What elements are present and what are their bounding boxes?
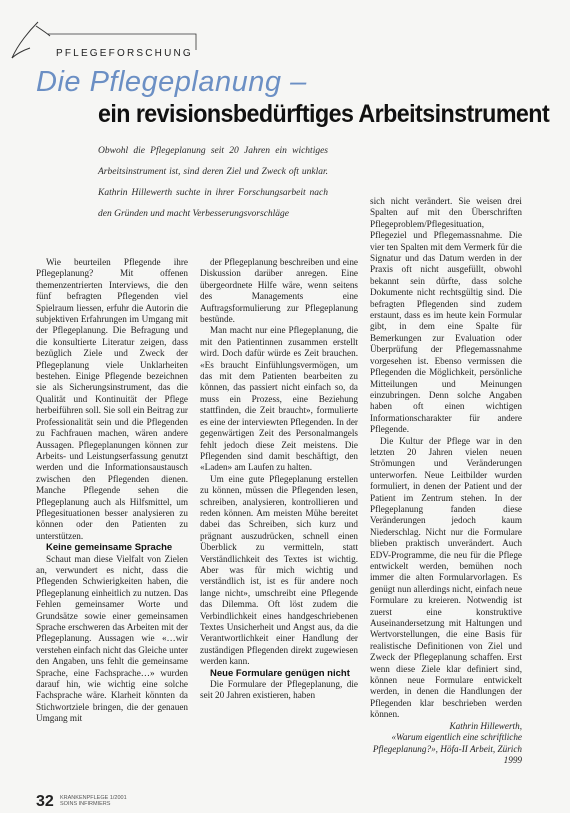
paragraph: Um eine gute Pflegeplanung erstellen zu können, müssen die Pflegenden lesen, schreiben, analysieren, kontrollieren und reden können. Am meisten Mühe bereitet dabei das Schreiben, sich kurz und prägnant auszudrücken, schnell einen Überblick zu vermitteln, statt Verständlichkeit des Textes ist wichtig. Aber was für mich wichtig und verständlich ist, ist es für andere noch lange nicht», umschreibt eine Pflegende das Dilemma. Oft löst zudem die Verbindlichkeit eines handgeschriebenen Textes Unsicherheit und Angst aus, da die Verantwortlichkeit einer Handlung der zuständigen Pflegenden direkt zugewiesen werden kann. [200,473,358,667]
section-header [8,20,208,70]
paragraph: Wie beurteilen Pflegende ihre Pflegeplanung? Mit offenen themenzentrierten Interviews, die den fünf befragten Pflegenden viel Spielraum liessen, erfuhr die Autorin die subjektiven Erfahrungen im Umgang mit der Pflegeplanung. Die Befragung und die konsultierte Literatur zeigen, dass bezüglich Ziele und Zweck der Pflegeplanung viele Unklarheiten bestehen. Einige Pflegende bezeichnen sie als Sicherungsinstrument, das die Qualität und Kontinuität der Pflege herbeiführen soll. Sie soll ein Beitrag zur Professionalität sein und die Pflegenden zu Fachfrauen machen, wären andere Aussagen. Pflegeplanungen können zur Arbeits- und Leistungserfassung genutzt werden und die Informationsaustausch zwischen den Pflegenden dienen. Manche Pflegende sehen die Pflegeplanung auch als Hilfsmittel, um Pflegesituationen besser analysieren zu können oder den Patienten zu unterstützen. [36,257,188,541]
section-label: PFLEGEFORSCHUNG [56,48,193,59]
column-1 [36,257,188,725]
page-number: 32 [36,793,54,810]
source-citation: «Warum eigentlich eine schriftliche Pflegeplanung?», Höfa-II Arbeit, Zürich 1999 [372,732,522,765]
column-2 [200,257,358,702]
column-3 [370,196,522,766]
title-line-2: ein revisionsbedürftiges Arbeitsinstrument [98,100,550,128]
journal-line-2: SOINS INFIRMIERS [60,801,111,807]
lead-paragraph: Obwohl die Pflegeplanung seit 20 Jahren ein wichtiges Arbeitsinstrument ist, sind deren Ziel und Zweck oft unklar. Kathrin Hillewerth suchte in ihrer Forschungsarbeit nach den Gründen und macht Verbesserungsvorschläge [98,146,328,219]
subheading: Keine gemeinsame Sprache [46,542,173,554]
subheading: Neue Formulare genügen nicht [210,667,350,679]
title-line-1: Die Pflegeplanung – [36,66,307,98]
journal-name [60,795,127,807]
paragraph: Schaut man diese Vielfalt von Zielen an, verwundert es nicht, dass die Pflegenden Schwierigkeiten haben, die Pflegeplanung einheitlich zu nutzen. Das Fehlen gemeinsamer Worte und Grundsätze sowie einer gemeinsamen Sprache erschweren das Arbeiten mit der Pflegeplanung. Aussagen wie «…wir verstehen einfach nicht das Gleiche unter den Angaben, uns fehlt die gemeinsame Sprache, eine Fachsprache…» wurden darauf hin, wie wichtig eine solche Fachsprache wäre. Klarheit könnten da Stichwortziele bringen, die der genauen Umgang mit [36,553,188,724]
journal-line-1: KRANKENPFLEGE 1/2001 [60,795,127,801]
author-signature: Kathrin Hillewerth, [449,720,522,731]
paragraph: Man macht nur eine Pflegeplanung, die mit den Patientinnen zusammen erstellt wird. Doch dafür würde es Zeit brauchen. «Es braucht Einfühlungsvermögen, um das mit dem Patienten bearbeiten zu können, das passiert nicht einfach so, da muss ein Prozess, eine Beziehung stattfinden, die Zeit braucht», formulierte es eine der interviewten Pflegenden. In der gegenwärtigen Zeit des Personalmangels fehlt jedoch diese Zeit meistens. Die Pflegenden sind damit beschäftigt, den «Laden» am Laufen zu halten. [200,325,358,473]
section-swirl-icon [8,20,208,70]
paragraph: Die Kultur der Pflege war in den letzten 20 Jahren vielen neuen Strömungen und Veränderungen unterworfen. Neue Leitbilder wurden formuliert, in denen der Patient und der Patient im Zentrum stehen. In der Pflegeplanung fanden diese Veränderungen jedoch kaum Niederschlag. Nicht nur die Formulare blieben praktisch unverändert. Auch EDV-Programme, die neu für die Pflege entwickelt werden, bemühen noch immer die alten Formularvorlagen. Es genügt nun allerdings nicht, einfach neue Formulare zu kreieren. Notwendig ist zuerst eine konstruktive Auseinandersetzung mit Haltungen und Wertvorstellungen, die eine Basis für realistische Definitionen von Ziel und Zweck der Pflegeplanung schaffen. Erst wenn diese Ziele klar definiert sind, können neue Formulare entwickelt werden, in denen die Handlungen der Pflegenden klar beschrieben werden können. [370,435,522,720]
paragraph: der Pflegeplanung beschreiben und eine Diskussion darüber anregen. Eine übergeordnete Hilfe wäre, wenn seitens des Managements eine Auftragsformulierung zur Pflegeplanung bestünde. [200,257,358,325]
paragraph: sich nicht verändert. Sie weisen drei Spalten auf mit den Überschriften Pflegeproblem/Pflegesituation, Pflegeziel und Pflegemassnahme. Die vier ten Spalten mit dem Vermerk für die Signatur und das Datum werden in der Praxis oft nicht ausgefüllt, obwohl bekannt sein dürfte, dass solche Dokumente nicht rechtsgültig sind. Die befragten Pflegenden sind zudem erstaunt, dass es im heute kein Formular gibt, in dem eine Spalte für Bemerkungen zur Evaluation oder Überprüfung der Pflegemassnahme vorgesehen ist. Ebenso vermissen die Pflegenden die Möglichkeit, persönliche Mitteilungen und Meinungen einzubringen. Denn solche Angaben haben oft einen wichtigen Informationscharakter für andere Pflegende. [370,196,522,435]
paragraph: Die Formulare der Pflegeplanung, die seit 20 Jahren existieren, haben [200,679,358,701]
